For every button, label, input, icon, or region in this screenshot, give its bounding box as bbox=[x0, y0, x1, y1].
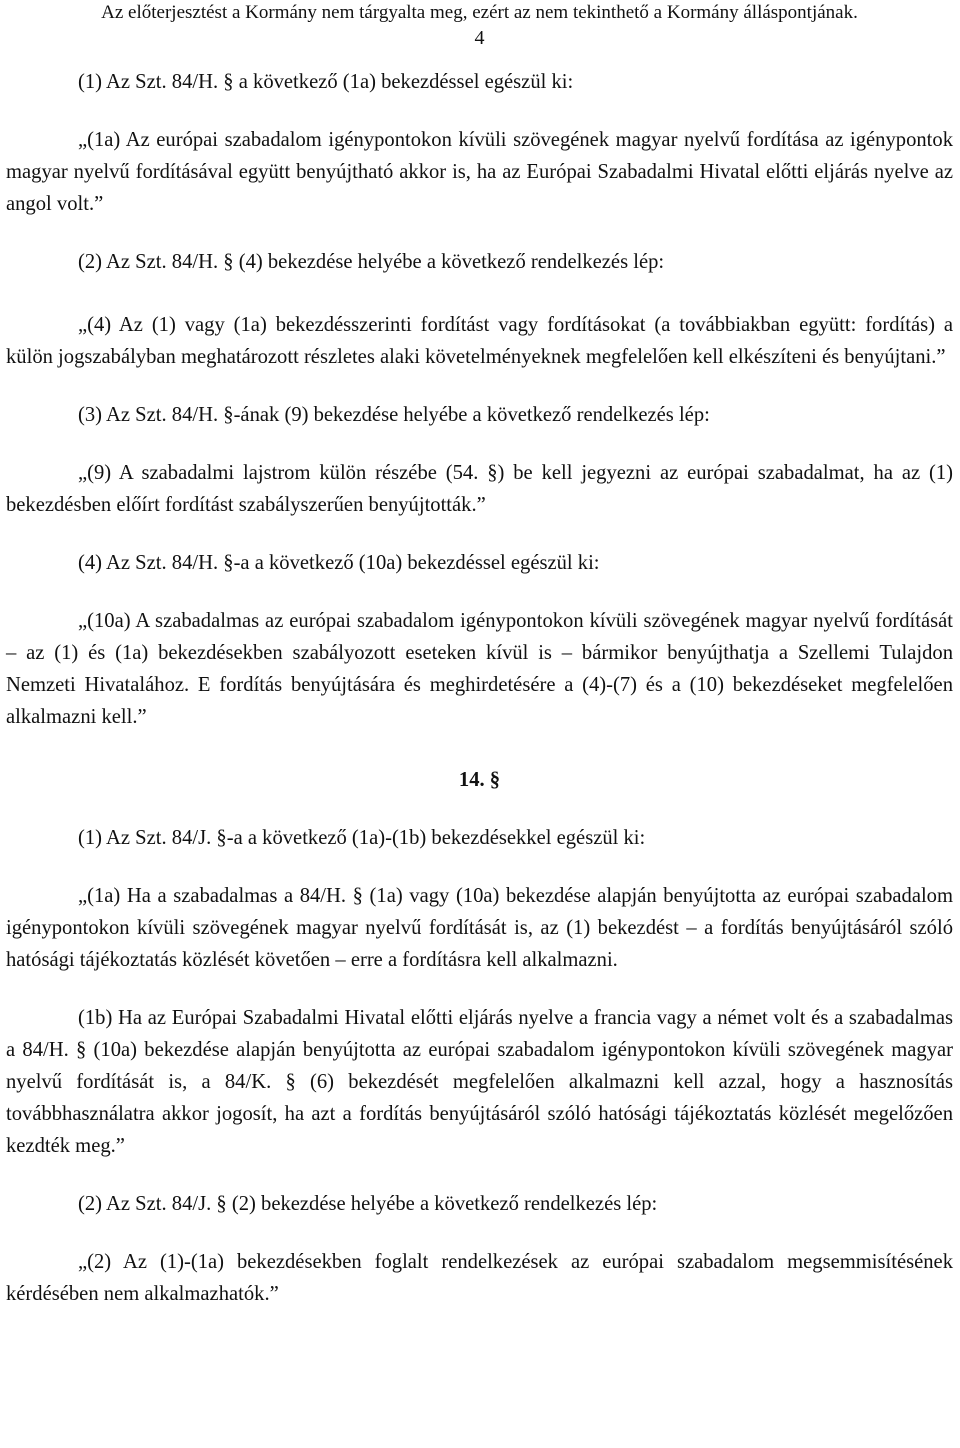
quoted-provision: „(10a) A szabadalmas az európai szabadalom igénypontokon kívüli szövegének magyar nyelvű fordítását – az (1) és (1a) bekezdésekben szabályozott eseteken kívül is – bármikor benyújthatja a Szellemi Tulajdon Nemzeti Hivatalához. E fordítás benyújtására és meghirdetésére a (4)-(7) és a (10) bekezdéseket megfelelően alkalmazni kell.” bbox=[6, 610, 953, 728]
amendment-paragraph: (3) Az Szt. 84/H. §-ának (9) bekezdése helyébe a következő rendelkezés lép: bbox=[78, 404, 710, 426]
amendment-paragraph: (1) Az Szt. 84/J. §-a a következő (1a)-(1b) bekezdésekkel egészül ki: bbox=[78, 827, 646, 849]
amendment-paragraph: (4) Az Szt. 84/H. §-a a következő (10a) bekezdéssel egészül ki: bbox=[78, 552, 600, 574]
quoted-provision: „(2) Az (1)-(1a) bekezdésekben foglalt rendelkezések az európai szabadalom megsemmisítésének kérdésében nem alkalmazhatók.” bbox=[6, 1251, 953, 1305]
amendment-paragraph: (1) Az Szt. 84/H. § a következő (1a) bekezdéssel egészül ki: bbox=[78, 71, 574, 93]
section-heading: 14. § bbox=[458, 769, 501, 791]
quoted-provision: „(9) A szabadalmi lajstrom külön részébe (54. §) be kell jegyezni az európai szabadalmat, ha az (1) bekezdésben előírt fordítást szabályszerűen benyújtották.” bbox=[6, 462, 953, 516]
quoted-provision: „(4) Az (1) vagy (1a) bekezdésszerinti fordítást vagy fordításokat (a továbbiakban együtt: fordítás) a külön jogszabályban meghatározott részletes alaki követelményeknek megfelelően kell elkészíteni és benyújtani.” bbox=[6, 314, 953, 368]
quoted-provision: „(1a) Ha a szabadalmas a 84/H. § (1a) vagy (10a) bekezdése alapján benyújtotta az európai szabadalom igénypontokon kívüli szövegének magyar nyelvű fordítását is, az (1) bekezdést – a fordítás benyújtásáról szóló hatósági tájékoztatás közlését követően – erre a fordításra kell alkalmazni. bbox=[6, 885, 953, 971]
disclaimer-header: Az előterjesztést a Kormány nem tárgyalta meg, ezért az nem tekinthető a Kormány álláspontjának. bbox=[101, 2, 858, 23]
amendment-paragraph: (2) Az Szt. 84/J. § (2) bekezdése helyébe a következő rendelkezés lép: bbox=[78, 1193, 658, 1215]
page-number: 4 bbox=[474, 27, 485, 49]
quoted-provision: „(1a) Az európai szabadalom igénypontokon kívüli szövegének magyar nyelvű fordítása az igénypontok magyar nyelvű fordításával együtt benyújtható akkor is, ha az Európai Szabadalmi Hivatal előtti eljárás nyelve az angol volt.” bbox=[6, 129, 953, 215]
quoted-provision: (1b) Ha az Európai Szabadalmi Hivatal előtti eljárás nyelve a francia vagy a német volt és a szabadalmas a 84/H. § (10a) bekezdése alapján benyújtotta az európai szabadalom igénypontokon kívüli szövegének magyar nyelvű fordítását is, a 84/K. § (6) bekezdését megfelelően alkalmazni kell azzal, hogy a hasznosítás továbbhasználatra akkor jogosít, ha azt a fordítás benyújtásáról szóló hatósági tájékoztatás közlését megelőzően kezdték meg.” bbox=[6, 1007, 953, 1157]
amendment-paragraph: (2) Az Szt. 84/H. § (4) bekezdése helyébe a következő rendelkezés lép: bbox=[78, 251, 665, 273]
